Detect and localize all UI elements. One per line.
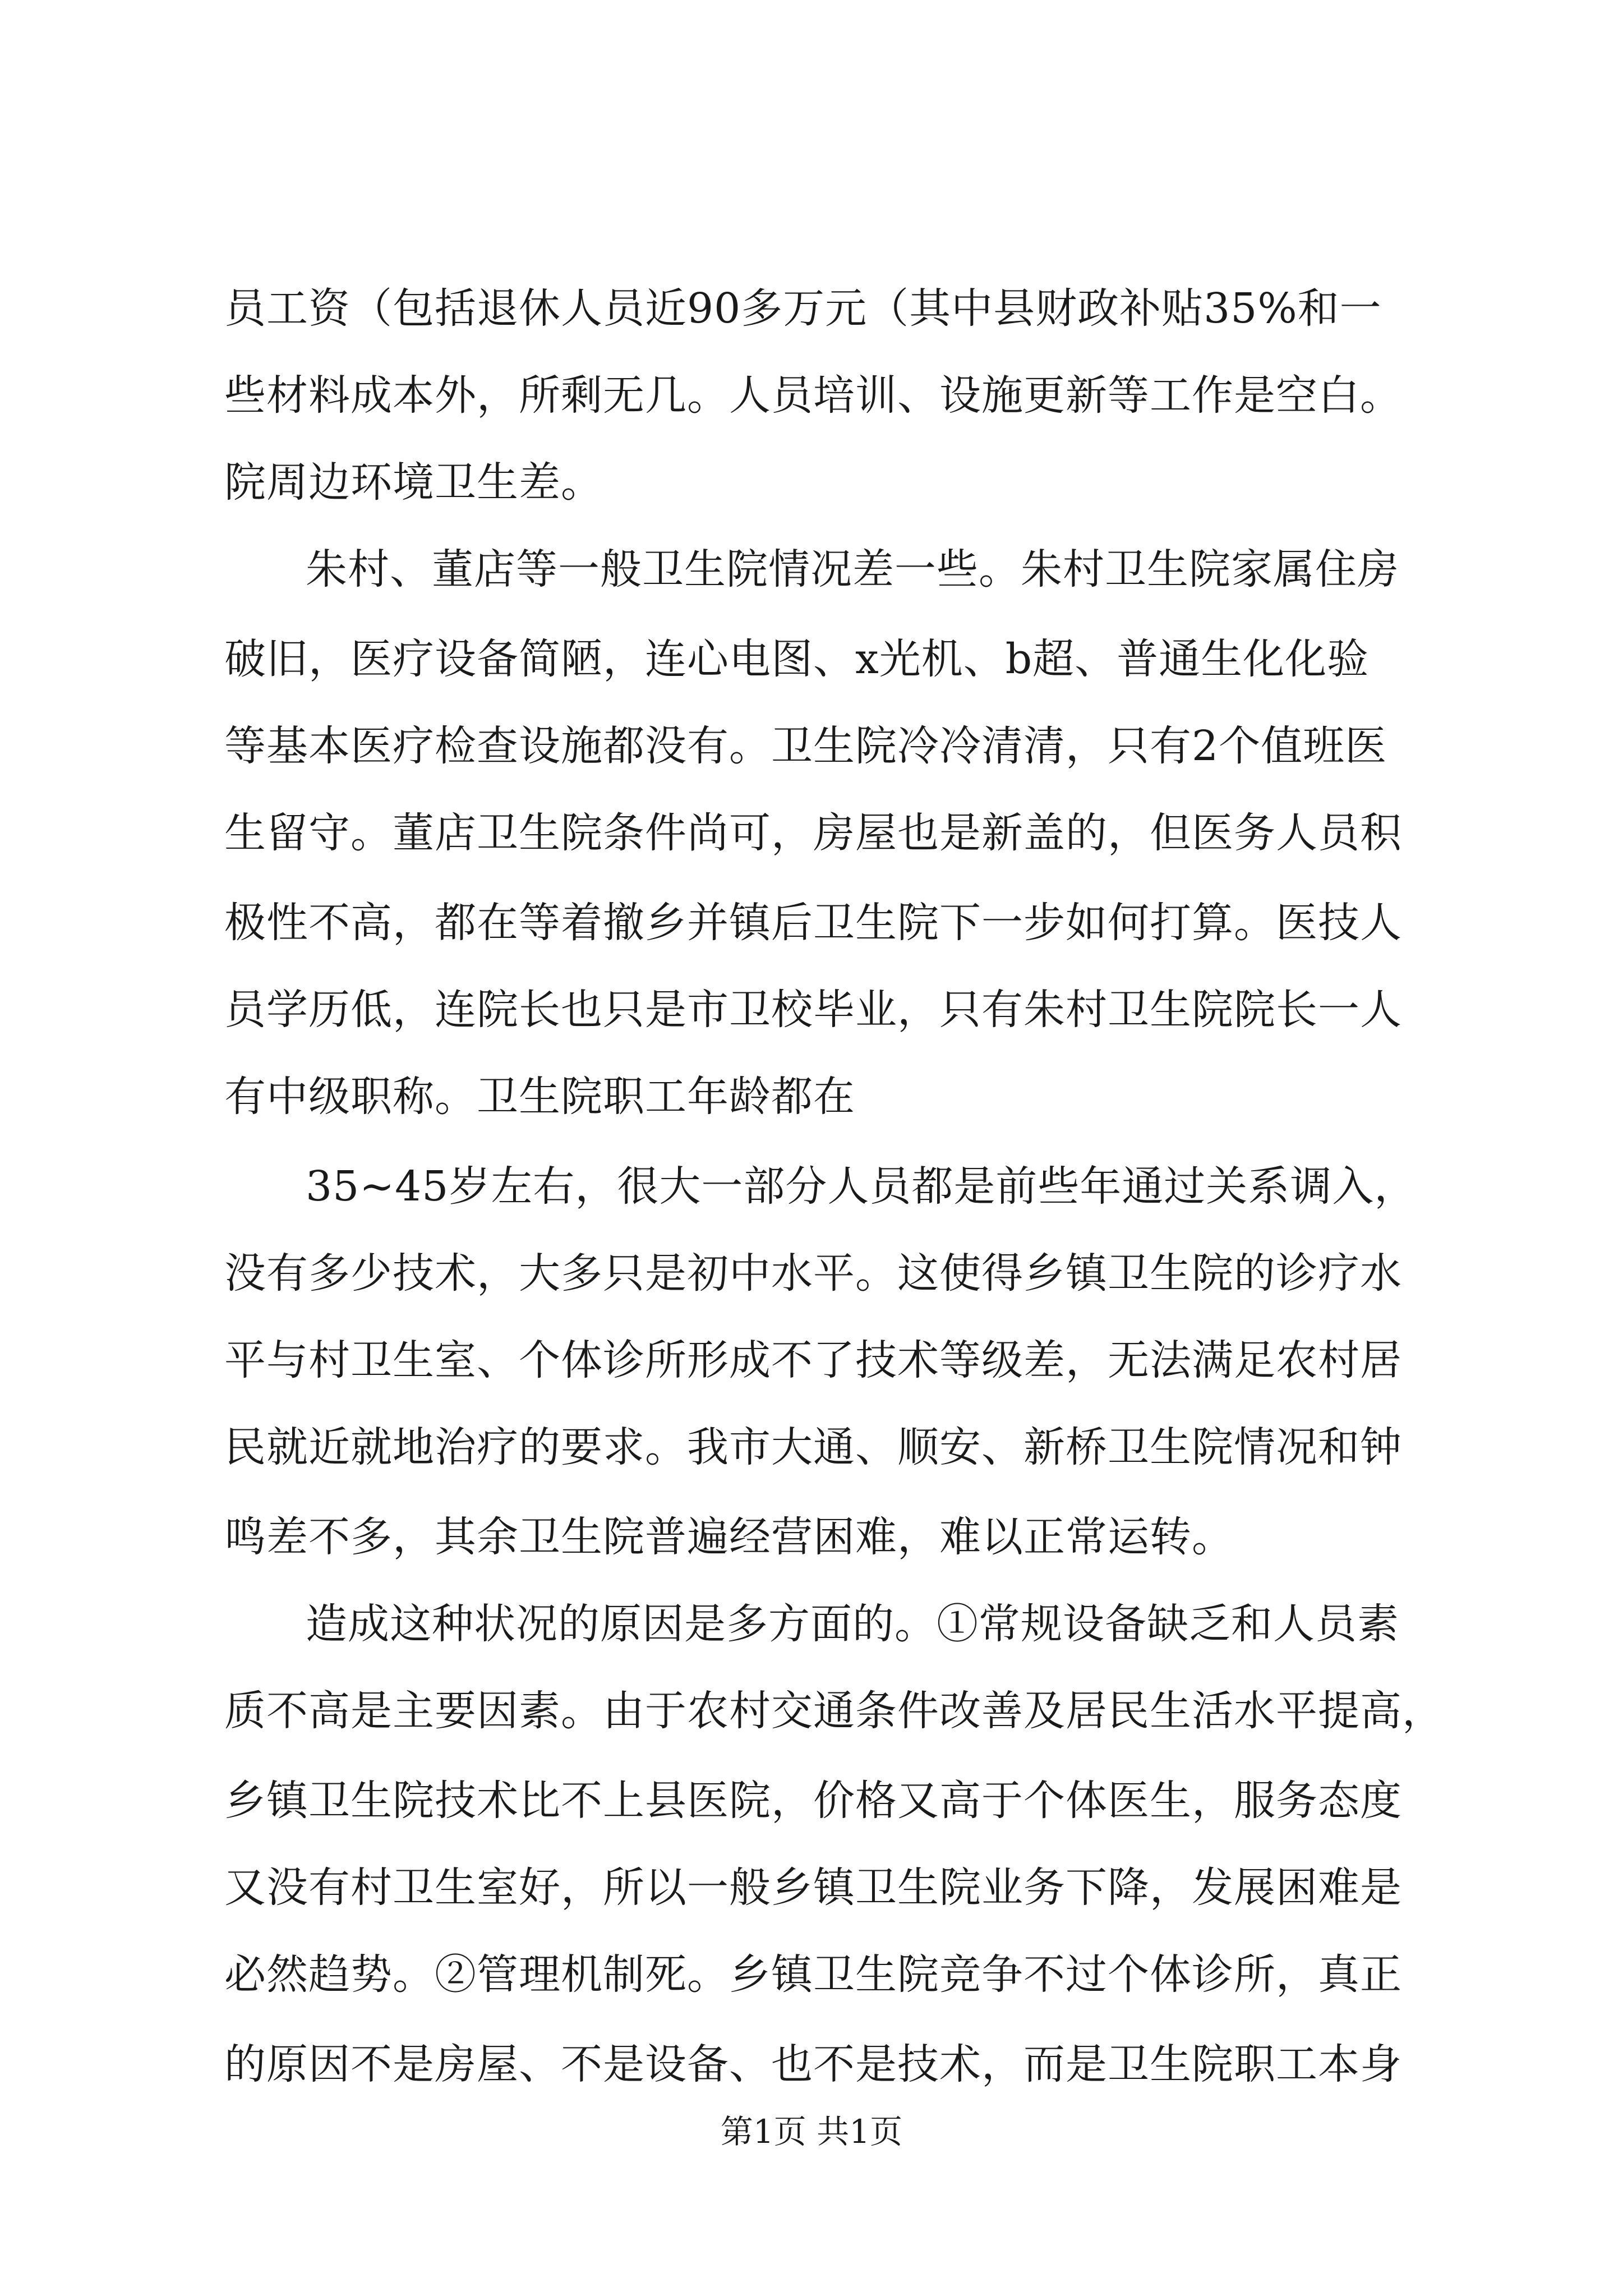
text-line: 民就近就地治疗的要求。我市大通、顺安、新桥卫生院情况和钟 xyxy=(224,1423,1402,1471)
text-line: 造成这种状况的原因是多方面的。①常规设备缺乏和人员素 xyxy=(306,1600,1399,1648)
text-line: 有中级职称。卫生院职工年龄都在 xyxy=(224,1073,855,1121)
text-line: 极性不高，都在等着撤乡并镇后卫生院下一步如何打算。医技人 xyxy=(224,899,1402,947)
text-line: 35~45岁左右，很大一部分人员都是前些年通过关系调入， xyxy=(306,1162,1417,1211)
text-line: 员学历低，连院长也只是市卫校毕业，只有朱村卫生院院长一人 xyxy=(224,986,1402,1034)
text-line: 等基本医疗检查设施都没有。卫生院冷冷清清，只有2个值班医 xyxy=(224,722,1387,770)
text-line: 些材料成本外，所剩无几。人员培训、设施更新等工作是空白。 xyxy=(224,371,1402,420)
text-line: 乡镇卫生院技术比不上县医院，价格又高于个体医生，服务态度 xyxy=(224,1777,1402,1825)
text-line: 必然趋势。②管理机制死。乡镇卫生院竞争不过个体诊所，真正 xyxy=(224,1950,1402,1999)
text-line: 质不高是主要因素。由于农村交通条件改善及居民生活水平提高， xyxy=(224,1687,1444,1735)
text-line: 破旧，医疗设备简陋，连心电图、x光机、b超、普通生化化验 xyxy=(224,635,1370,683)
text-line: 平与村卫生室、个体诊所形成不了技术等级差，无法满足农村居 xyxy=(224,1336,1402,1384)
text-line: 朱村、董店等一般卫生院情况差一些。朱村卫生院家属住房 xyxy=(306,545,1399,593)
text-line: 院周边环境卫生差。 xyxy=(224,458,603,507)
text-line: 员工资（包括退休人员近90多万元（其中县财政补贴35%和一 xyxy=(224,284,1382,333)
text-line: 生留守。董店卫生院条件尚可，房屋也是新盖的，但医务人员积 xyxy=(224,809,1402,857)
text-line: 又没有村卫生室好，所以一般乡镇卫生院业务下降，发展困难是 xyxy=(224,1864,1402,1912)
text-line: 鸣差不多，其余卫生院普遍经营困难，难以正常运转。 xyxy=(224,1513,1234,1561)
page-footer: 第1页 共1页 xyxy=(720,2113,903,2151)
text-line: 的原因不是房屋、不是设备、也不是技术，而是卫生院职工本身 xyxy=(224,2040,1402,2088)
text-line: 没有多少技术，大多只是初中水平。这使得乡镇卫生院的诊疗水 xyxy=(224,1249,1402,1297)
